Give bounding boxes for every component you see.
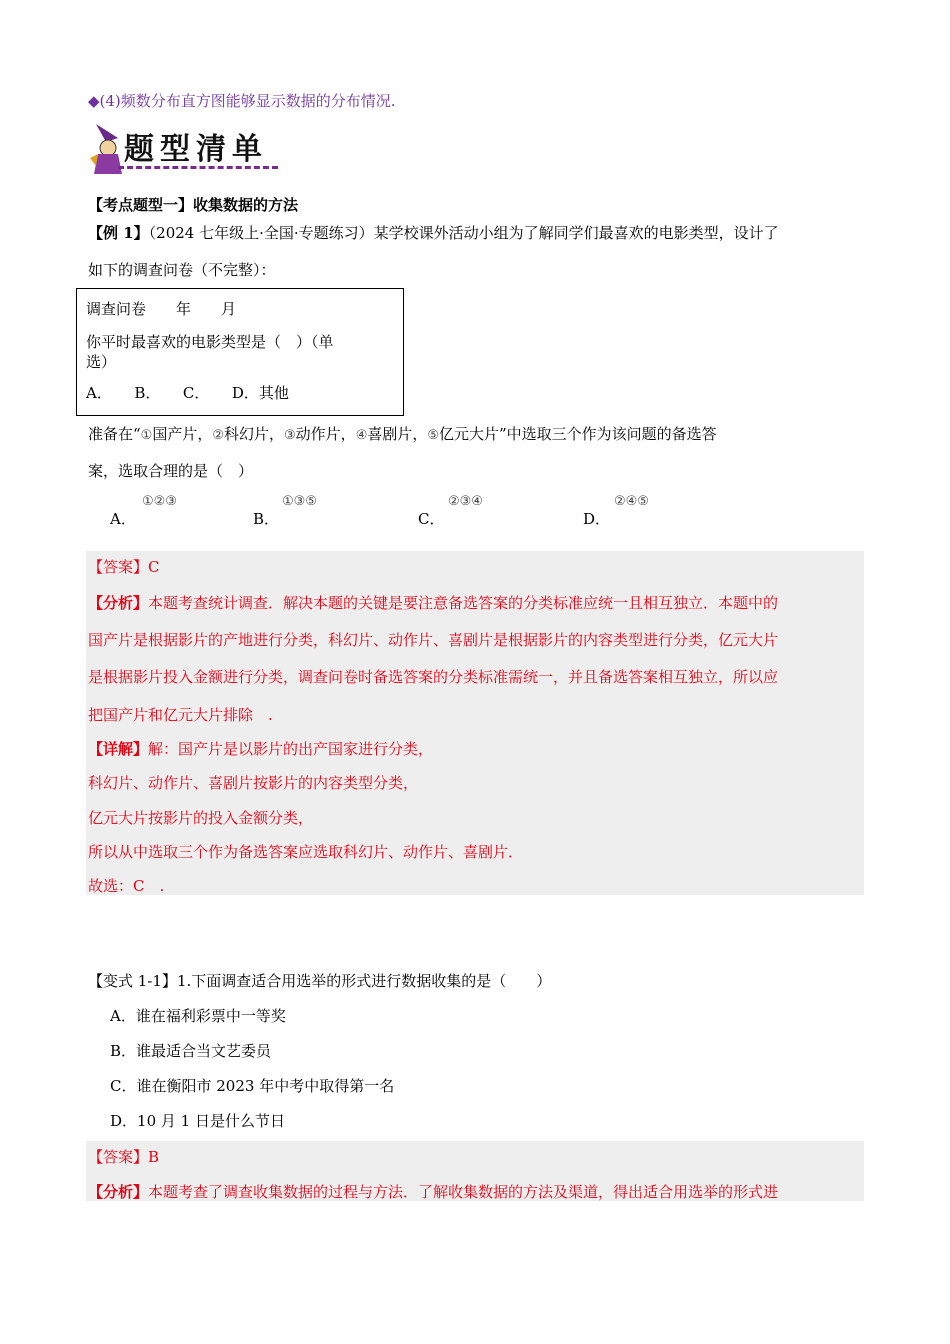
example-stem-line1	[88, 222, 779, 243]
detail-text1: 解：国产片是以影片的出产国家进行分类，	[148, 740, 434, 758]
variant-tag: 【变式 1-1】	[88, 972, 177, 990]
example-analysis-line2: 国产片是根据影片的产地进行分类，科幻片、动作片、喜剧片是根据影片的内容类型进行分类，亿元大片	[88, 631, 779, 649]
example-detail-line3: 亿元大片按影片的投入金额分类，	[88, 809, 314, 827]
section-title: 【考点题型一】收集数据的方法	[88, 196, 299, 214]
circled-5: ⑤	[427, 428, 440, 443]
option-d-label: D．	[583, 510, 611, 528]
detail-tag: 【详解】	[88, 740, 149, 758]
option-a-label: A．	[110, 510, 136, 528]
example-detail-line4: 所以从中选取三个作为备选答案应选取科幻片、动作片、喜剧片．	[88, 843, 524, 861]
example-tag: 【例 1】	[88, 224, 149, 242]
option-c-value: ②③④	[448, 494, 483, 509]
option-d-value: ②④⑤	[614, 494, 649, 509]
example-stem-text: （2024 七年级上·全国·专题练习）某学校课外活动小组为了解同学们最喜欢的电影类型，设计了	[148, 224, 779, 242]
analysis-text1: 本题考查统计调查．解决本题的关键是要注意备选答案的分类标准应统一且相互独立．本题中的	[148, 594, 779, 612]
variant-option-a: A．谁在福利彩票中一等奖	[110, 1007, 286, 1025]
prep-text-5: 亿元大片”中选取三个作为该问题的备选答	[439, 425, 717, 443]
analysis-tag: 【分析】	[88, 594, 149, 612]
survey-line4: A． B． C． D．其他	[86, 384, 289, 402]
variant-analysis-text1: 本题考查了调查收集数据的过程与方法．了解收集数据的方法及渠道，得出适合用选举的形式进	[148, 1183, 779, 1201]
question-type-banner	[88, 118, 280, 176]
prep-line1	[88, 423, 717, 444]
survey-line3: 选）	[86, 353, 117, 371]
option-a-value: ①②③	[142, 494, 177, 509]
circled-2: ②	[212, 428, 224, 443]
example-answer: 【答案】C	[88, 558, 160, 576]
intro-note: ◆(4)频数分布直方图能够显示数据的分布情况.	[88, 92, 396, 110]
variant-option-b: B．谁最适合当文艺委员	[110, 1042, 272, 1060]
example-conclusion: 故选：C .	[88, 877, 165, 895]
circled-4: ④	[355, 428, 368, 443]
variant-analysis-line1	[88, 1181, 778, 1202]
variant-stem-text: 1.下面调查适合用选举的形式进行数据收集的是（ ）	[176, 972, 552, 990]
banner-underline	[118, 166, 278, 169]
survey-line2: 你平时最喜欢的电影类型是（ ）（单	[86, 333, 334, 351]
example-analysis-line1	[88, 592, 778, 613]
prep-text-4: 喜剧片，	[367, 425, 428, 443]
circled-1: ①	[140, 428, 153, 443]
variant-option-c: C．谁在衡阳市 2023 年中考中取得第一名	[110, 1077, 395, 1095]
prep-text-3: 动作片，	[295, 425, 356, 443]
variant-stem	[88, 970, 551, 991]
example-stem-line2: 如下的调查问卷（不完整）：	[88, 261, 276, 279]
example-detail-line2: 科幻片、动作片、喜剧片按影片的内容类型分类，	[88, 774, 419, 792]
prep-text-1: 国产片，	[152, 425, 213, 443]
prep-text-a: 准备在“	[88, 425, 141, 443]
variant-analysis-tag: 【分析】	[88, 1183, 149, 1201]
prep-line2: 案，选取合理的是（ ）	[88, 462, 254, 480]
option-b-value: ①③⑤	[282, 494, 317, 509]
survey-line1: 调查问卷 年 月	[86, 300, 237, 318]
example-analysis-line3: 是根据影片投入金额进行分类，调查问卷时备选答案的分类标准需统一，并且备选答案相互独立，所以应	[88, 668, 779, 686]
banner-title: 题型清单	[124, 132, 268, 167]
option-c-label: C．	[418, 510, 445, 528]
example-detail-line1	[88, 738, 433, 759]
example-analysis-line4: 把国产片和亿元大片排除 .	[88, 706, 273, 724]
prep-text-2: 科幻片，	[224, 425, 285, 443]
variant-option-d: D．10 月 1 日是什么节日	[110, 1112, 285, 1130]
option-b-label: B．	[253, 510, 280, 528]
variant-answer: 【答案】B	[88, 1148, 160, 1166]
circled-3: ③	[284, 428, 296, 443]
